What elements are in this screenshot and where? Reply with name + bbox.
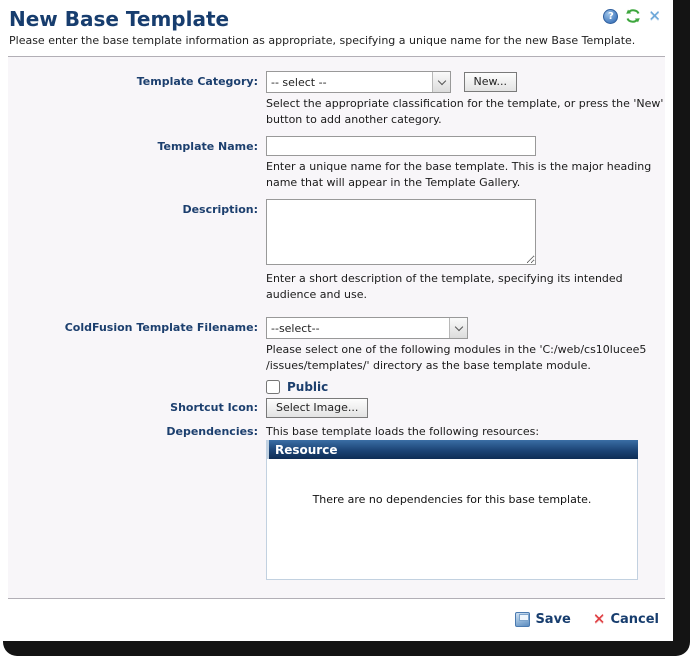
new-category-button[interactable]: New...: [464, 72, 517, 92]
dependencies-table-header: [266, 440, 638, 459]
template-category-controls: [266, 71, 517, 93]
dialog-subtitle: Please enter the base template information as appropriate, specifying a unique name for the new Base Template.: [9, 34, 636, 47]
public-label: Public: [287, 380, 329, 394]
template-name-row: [8, 136, 665, 156]
template-category-select[interactable]: [266, 71, 451, 93]
coldfusion-filename-label: ColdFusion Template Filename:: [64, 321, 258, 334]
coldfusion-filename-help: Please select one of the following modules in the 'C:/web/cs10lucee5 /issues/templates/' directory as the base template module.: [266, 343, 647, 372]
resource-column-header: Resource: [275, 442, 338, 457]
cancel-x-icon: ✕: [592, 609, 606, 628]
dialog-footer: [0, 599, 673, 639]
shortcut-icon-row: [8, 398, 665, 418]
dependencies-table-body: [266, 459, 638, 580]
public-row: [266, 380, 665, 394]
description-textarea[interactable]: [266, 199, 536, 265]
select-image-button[interactable]: Select Image...: [266, 398, 368, 418]
form-area: [8, 56, 665, 599]
close-icon[interactable]: ✕: [648, 6, 661, 25]
template-name-input[interactable]: [266, 136, 536, 156]
description-help: Enter a short description of the template, specifying its intended audience and use.: [266, 272, 623, 301]
coldfusion-filename-row: [8, 317, 665, 339]
help-icon[interactable]: ?: [603, 9, 618, 24]
page-title: New Base Template: [9, 7, 230, 31]
template-category-label: Template Category:: [136, 75, 258, 88]
public-checkbox[interactable]: [266, 380, 280, 394]
dialog-header: [0, 0, 673, 31]
dependencies-intro: This base template loads the following resources:: [266, 425, 540, 438]
template-name-label: Template Name:: [157, 140, 258, 153]
dependencies-row: [8, 421, 665, 438]
save-floppy-icon: [515, 612, 530, 627]
coldfusion-filename-select[interactable]: [266, 317, 468, 339]
dependencies-table: [266, 440, 638, 580]
save-button[interactable]: [515, 612, 570, 627]
cancel-button-label: Cancel: [610, 611, 659, 627]
dependencies-empty-message: There are no dependencies for this base template.: [312, 493, 592, 506]
refresh-icon[interactable]: [625, 8, 641, 24]
dependencies-label: Dependencies:: [166, 425, 258, 438]
template-category-row: [8, 71, 665, 93]
save-button-label: Save: [535, 611, 571, 627]
template-name-help: Enter a unique name for the base template. This is the major heading name that will appear in the Template Gallery.: [266, 160, 652, 189]
cancel-button[interactable]: [592, 609, 659, 628]
shortcut-icon-label: Shortcut Icon:: [170, 401, 258, 414]
template-category-help: Select the appropriate classification for the template, or press the 'New' button to add another category.: [266, 97, 664, 126]
description-label: Description:: [182, 203, 258, 216]
header-icons: [603, 8, 661, 24]
description-row: [8, 199, 665, 268]
